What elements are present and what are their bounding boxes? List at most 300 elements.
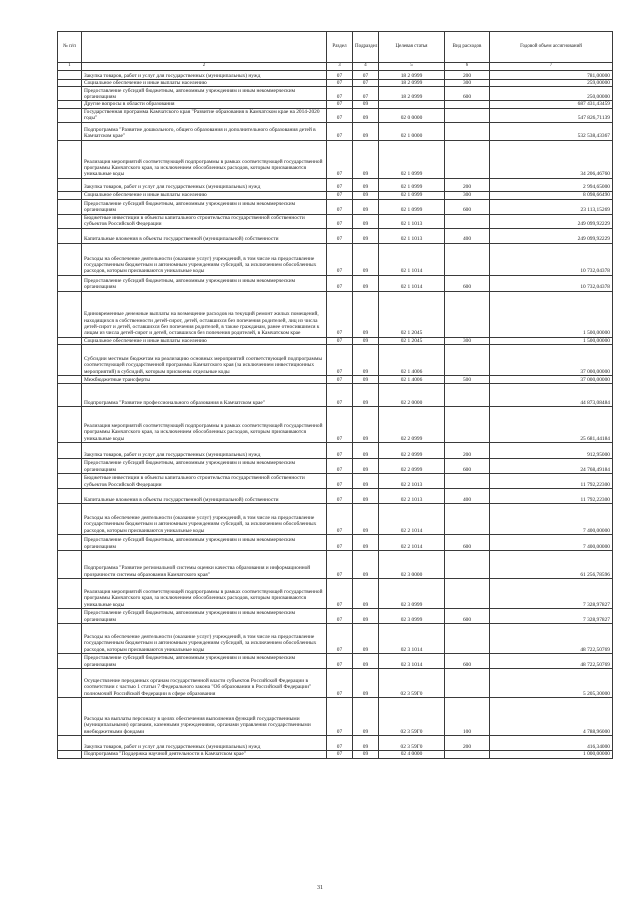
row-number <box>58 140 82 178</box>
table-row <box>58 751 613 758</box>
row-number <box>58 489 82 504</box>
column-number-row <box>58 63 613 71</box>
row-razdel: 07 <box>327 178 353 191</box>
row-amount: 8 098,66490 <box>490 191 613 199</box>
row-target-article: 18 2 0999 <box>379 71 445 80</box>
row-razdel: 07 <box>327 337 353 344</box>
row-amount: 10 732,04378 <box>490 243 613 275</box>
row-number <box>58 87 82 101</box>
row-number <box>58 214 82 228</box>
row-target-article: 02 2 0999 <box>379 459 445 474</box>
budget-table-sheet <box>57 31 612 759</box>
row-target-article: 02 1 4006 <box>379 376 445 384</box>
row-name: Закупка товаров, работ и услуг для государственных (муниципальных) нужд <box>82 178 327 191</box>
table-row <box>58 80 613 87</box>
row-name: Реализация мероприятий соответствующей подпрограммы в рамках соответствующей государственной программы Камчатского края, за исключением обособленных расходов, которым присваиваются уникальные коды <box>82 140 327 178</box>
row-name: Социальное обеспечение и иные выплаты населению <box>82 337 327 344</box>
row-number <box>58 609 82 624</box>
row-razdel: 07 <box>327 275 353 291</box>
row-expense-type: 200 <box>445 443 490 459</box>
header-expense-type: Вид расходов <box>445 32 490 63</box>
row-number <box>58 551 82 579</box>
row-razdel: 07 <box>327 228 353 243</box>
table-row <box>58 140 613 178</box>
table-row <box>58 698 613 736</box>
row-razdel: 07 <box>327 624 353 654</box>
row-name: Подпрограмма "Поддержка научной деятельности в Камчатском крае" <box>82 751 327 758</box>
row-amount: 912,95000 <box>490 443 613 459</box>
row-expense-type: 600 <box>445 654 490 669</box>
row-amount: 1 500,00000 <box>490 291 613 337</box>
row-expense-type <box>445 551 490 579</box>
row-podrazdel: 09 <box>353 624 379 654</box>
header-target-article: Целевая статья <box>379 32 445 63</box>
row-number <box>58 736 82 751</box>
table-row <box>58 337 613 344</box>
row-razdel: 07 <box>327 345 353 376</box>
row-podrazdel: 09 <box>353 443 379 459</box>
table-row <box>58 108 613 122</box>
row-podrazdel: 09 <box>353 345 379 376</box>
row-target-article: 18 2 0999 <box>379 87 445 101</box>
row-podrazdel: 09 <box>353 140 379 178</box>
row-name: Расходы на выплаты персоналу в целях обеспечения выполнения функций государственными (муниципальными) органами, казенными учреждениями, органами управления государственными внебюджетными фондами <box>82 698 327 736</box>
row-target-article <box>379 101 445 108</box>
row-name: Предоставление субсидий бюджетным, автономным учреждениям и иным некоммерческим организациям <box>82 609 327 624</box>
row-amount: 249 099,92229 <box>490 214 613 228</box>
row-amount: 259,00000 <box>490 80 613 87</box>
row-expense-type <box>445 504 490 535</box>
row-amount: 7 328,97827 <box>490 579 613 609</box>
row-razdel: 07 <box>327 101 353 108</box>
row-name: Социальное обеспечение и иные выплаты населению <box>82 191 327 199</box>
row-name: Предоставление субсидий бюджетным, автономным учреждениям и иным некоммерческим организациям <box>82 459 327 474</box>
row-number <box>58 345 82 376</box>
row-amount: 4 788,96000 <box>490 698 613 736</box>
row-target-article: 02 4 0000 <box>379 751 445 758</box>
row-podrazdel: 09 <box>353 101 379 108</box>
column-number: 7 <box>490 63 613 71</box>
table-row <box>58 376 613 384</box>
row-podrazdel: 09 <box>353 191 379 199</box>
row-target-article: 02 1 4006 <box>379 345 445 376</box>
row-name: Субсидии местным бюджетам на реализацию основных мероприятий соответствующей подпрограммы соответствующей государственной программы Камчатского края (за исключением инвестиционных мероприятий) в субсидий, которым присвоены отдельные коды <box>82 345 327 376</box>
row-amount: 48 722,50769 <box>490 624 613 654</box>
row-expense-type <box>445 108 490 122</box>
row-podrazdel: 09 <box>353 243 379 275</box>
column-number: 6 <box>445 63 490 71</box>
row-target-article: 02 3 59Г0 <box>379 698 445 736</box>
row-name: Бюджетные инвестиции в объекты капитального строительства государственной собственности субъектов Российской Федерации <box>82 214 327 228</box>
row-podrazdel: 09 <box>353 376 379 384</box>
column-number: 2 <box>82 63 327 71</box>
row-target-article: 02 1 0999 <box>379 140 445 178</box>
row-name: Осуществление переданных органам государственной власти субъектов Российской Федерации в соответствии с частью 1 статьи 7 Федерального закона "Об образовании в Российской Федерации" полномочий Российской Федерации в сфере образования <box>82 669 327 698</box>
page-number: 31 <box>317 885 323 891</box>
row-number <box>58 376 82 384</box>
row-target-article: 02 2 0999 <box>379 407 445 443</box>
row-expense-type <box>445 291 490 337</box>
row-razdel: 07 <box>327 579 353 609</box>
row-podrazdel: 09 <box>353 609 379 624</box>
row-expense-type <box>445 345 490 376</box>
row-amount: 7 328,97827 <box>490 609 613 624</box>
table-row <box>58 474 613 489</box>
row-name: Государственная программа Камчатского края "Развитие образования в Камчатском крае на 2014-2020 годы" <box>82 108 327 122</box>
row-podrazdel: 09 <box>353 579 379 609</box>
row-razdel: 07 <box>327 71 353 80</box>
row-number <box>58 243 82 275</box>
row-razdel: 07 <box>327 108 353 122</box>
row-amount: 48 722,50769 <box>490 654 613 669</box>
table-row <box>58 504 613 535</box>
row-razdel: 07 <box>327 214 353 228</box>
row-name: Предоставление субсидий бюджетным, автономным учреждениям и иным некоммерческим организациям <box>82 275 327 291</box>
row-name: Подпрограмма "Развитие профессионального образования в Камчатском крае" <box>82 384 327 407</box>
table-row <box>58 275 613 291</box>
row-podrazdel: 07 <box>353 80 379 87</box>
row-expense-type: 200 <box>445 71 490 80</box>
row-expense-type: 500 <box>445 376 490 384</box>
row-podrazdel: 09 <box>353 751 379 758</box>
table-row <box>58 71 613 80</box>
table-row <box>58 654 613 669</box>
row-name: Закупка товаров, работ и услуг для государственных (муниципальных) нужд <box>82 736 327 751</box>
row-expense-type <box>445 579 490 609</box>
row-podrazdel: 09 <box>353 108 379 122</box>
row-razdel: 07 <box>327 459 353 474</box>
row-name: Межбюджетные трансферты <box>82 376 327 384</box>
row-number <box>58 698 82 736</box>
row-razdel: 07 <box>327 291 353 337</box>
table-row <box>58 489 613 504</box>
row-podrazdel: 09 <box>353 199 379 214</box>
row-target-article: 02 1 1014 <box>379 275 445 291</box>
row-number <box>58 71 82 80</box>
row-target-article: 02 1 1014 <box>379 243 445 275</box>
row-amount: 10 732,04378 <box>490 275 613 291</box>
row-target-article: 02 2 1013 <box>379 474 445 489</box>
row-expense-type <box>445 624 490 654</box>
row-target-article: 02 1 2045 <box>379 337 445 344</box>
row-amount: 61 256,78596 <box>490 551 613 579</box>
table-row <box>58 535 613 551</box>
row-target-article: 02 2 1014 <box>379 535 445 551</box>
row-amount: 416,34000 <box>490 736 613 751</box>
row-name: Реализация мероприятий соответствующей подпрограммы в рамках соответствующей государственной программы Камчатского края, за исключением обособленных расходов, которым присваиваются уникальные коды <box>82 579 327 609</box>
row-amount: 37 000,00000 <box>490 376 613 384</box>
row-expense-type: 200 <box>445 178 490 191</box>
table-row <box>58 178 613 191</box>
row-expense-type <box>445 669 490 698</box>
row-target-article: 02 2 1014 <box>379 504 445 535</box>
row-number <box>58 101 82 108</box>
table-row <box>58 122 613 140</box>
row-target-article: 02 3 1014 <box>379 624 445 654</box>
row-expense-type <box>445 407 490 443</box>
row-razdel: 07 <box>327 669 353 698</box>
row-name: Расходы на обеспечение деятельности (оказание услуг) учреждений, в том числе на предоставление государственным бюджетным и автономным учреждениям субсидий, за исключением обособленных расходов, которым присваиваются уникальные коды <box>82 504 327 535</box>
row-razdel: 07 <box>327 751 353 758</box>
table-row <box>58 199 613 214</box>
row-number <box>58 407 82 443</box>
row-target-article: 02 3 0999 <box>379 579 445 609</box>
table-row <box>58 87 613 101</box>
table-row <box>58 624 613 654</box>
table-row <box>58 609 613 624</box>
row-expense-type <box>445 140 490 178</box>
row-name: Предоставление субсидий бюджетным, автономным учреждениям и иным некоммерческим организациям <box>82 199 327 214</box>
row-expense-type: 400 <box>445 228 490 243</box>
row-razdel: 07 <box>327 87 353 101</box>
row-amount: 1 500,00000 <box>490 337 613 344</box>
column-number: 3 <box>327 63 353 71</box>
row-razdel: 07 <box>327 199 353 214</box>
row-podrazdel: 09 <box>353 407 379 443</box>
row-razdel: 07 <box>327 736 353 751</box>
row-number <box>58 751 82 758</box>
row-name: Расходы на обеспечение деятельности (оказание услуг) учреждений, в том числе на предоставление государственным бюджетным и автономным учреждениям субсидий, за исключением обособленных расходов, которым присваиваются уникальные коды <box>82 624 327 654</box>
table-row <box>58 459 613 474</box>
row-amount: 532 538,43367 <box>490 122 613 140</box>
row-target-article: 02 2 1013 <box>379 489 445 504</box>
row-expense-type: 600 <box>445 459 490 474</box>
row-razdel: 07 <box>327 698 353 736</box>
row-amount: 250,00000 <box>490 87 613 101</box>
row-razdel: 07 <box>327 474 353 489</box>
table-row <box>58 579 613 609</box>
row-target-article: 02 1 1013 <box>379 228 445 243</box>
header-annual-amount: Годовой объем ассигнований <box>490 32 613 63</box>
row-name: Предоставление субсидий бюджетным, автономным учреждениям и иным некоммерческим организациям <box>82 87 327 101</box>
row-amount: 25 681,44184 <box>490 407 613 443</box>
row-number <box>58 669 82 698</box>
row-target-article: 02 1 0999 <box>379 178 445 191</box>
header-podrazdel: Подраздел <box>353 32 379 63</box>
row-number <box>58 474 82 489</box>
row-number <box>58 384 82 407</box>
table-row <box>58 345 613 376</box>
table-row <box>58 551 613 579</box>
row-amount: 687 431,43459 <box>490 101 613 108</box>
column-number: 4 <box>353 63 379 71</box>
row-expense-type: 600 <box>445 609 490 624</box>
row-target-article: 02 3 59Г0 <box>379 736 445 751</box>
row-name: Реализация мероприятий соответствующей подпрограммы в рамках соответствующей государственной программы Камчатского края, за исключением обособленных расходов, которым присваиваются уникальные коды <box>82 407 327 443</box>
row-expense-type: 600 <box>445 535 490 551</box>
row-razdel: 07 <box>327 384 353 407</box>
row-podrazdel: 09 <box>353 489 379 504</box>
row-number <box>58 191 82 199</box>
row-number <box>58 459 82 474</box>
row-expense-type <box>445 214 490 228</box>
row-razdel: 07 <box>327 376 353 384</box>
row-amount: 1 000,00000 <box>490 751 613 758</box>
row-razdel: 07 <box>327 80 353 87</box>
header-name <box>82 32 327 63</box>
row-razdel: 07 <box>327 191 353 199</box>
row-amount: 547 826,71139 <box>490 108 613 122</box>
row-number <box>58 275 82 291</box>
row-expense-type <box>445 474 490 489</box>
row-target-article: 02 3 0999 <box>379 609 445 624</box>
column-number: 1 <box>58 63 82 71</box>
row-razdel: 07 <box>327 504 353 535</box>
row-podrazdel: 09 <box>353 214 379 228</box>
row-amount: 34 206,46760 <box>490 140 613 178</box>
row-amount: 249 099,92229 <box>490 228 613 243</box>
row-razdel: 07 <box>327 243 353 275</box>
row-target-article: 02 3 0000 <box>379 551 445 579</box>
row-podrazdel: 09 <box>353 698 379 736</box>
row-name: Единовременные денежные выплаты на возмещение расходов на текущий ремонт жилых помещений, находящихся в собственности детей-сирот, детей, оставшихся без попечения родителей, лиц из числа детей-сирот и детей, оставшихся без попечения родителей, в также гражданам, ранее относившимся к лицам из числа детей-сирот и детей, оставшихся без попечения родителей, в Камчатском крае <box>82 291 327 337</box>
row-expense-type: 600 <box>445 87 490 101</box>
row-name: Предоставление субсидий бюджетным, автономным учреждениям и иным некоммерческим организациям <box>82 535 327 551</box>
row-razdel: 07 <box>327 535 353 551</box>
row-razdel: 07 <box>327 609 353 624</box>
row-name: Закупка товаров, работ и услуг для государственных (муниципальных) нужд <box>82 443 327 459</box>
header-number: № п/п <box>58 32 82 63</box>
row-amount: 44 873,08484 <box>490 384 613 407</box>
row-number <box>58 579 82 609</box>
row-target-article: 02 3 1014 <box>379 654 445 669</box>
table-header-row <box>58 32 613 63</box>
row-razdel: 07 <box>327 122 353 140</box>
row-amount: 24 768,49184 <box>490 459 613 474</box>
row-razdel: 07 <box>327 654 353 669</box>
table-row <box>58 384 613 407</box>
row-razdel: 07 <box>327 551 353 579</box>
row-number <box>58 504 82 535</box>
row-number <box>58 443 82 459</box>
row-podrazdel: 09 <box>353 535 379 551</box>
row-podrazdel: 09 <box>353 178 379 191</box>
row-target-article: 02 1 0999 <box>379 199 445 214</box>
row-target-article: 02 1 1013 <box>379 214 445 228</box>
table-row <box>58 443 613 459</box>
table-row <box>58 407 613 443</box>
row-amount: 11 792,22300 <box>490 474 613 489</box>
row-podrazdel: 09 <box>353 275 379 291</box>
row-podrazdel: 09 <box>353 459 379 474</box>
row-podrazdel: 09 <box>353 384 379 407</box>
row-number <box>58 108 82 122</box>
table-body <box>58 71 613 759</box>
row-podrazdel: 09 <box>353 736 379 751</box>
row-amount: 5 205,30000 <box>490 669 613 698</box>
row-podrazdel: 09 <box>353 669 379 698</box>
row-expense-type <box>445 384 490 407</box>
row-podrazdel: 09 <box>353 228 379 243</box>
row-podrazdel: 09 <box>353 337 379 344</box>
row-razdel: 07 <box>327 489 353 504</box>
row-podrazdel: 09 <box>353 122 379 140</box>
row-target-article: 02 1 0000 <box>379 122 445 140</box>
row-target-article: 02 1 2045 <box>379 291 445 337</box>
row-name: Капитальные вложения в объекты государственной (муниципальной) собственности <box>82 489 327 504</box>
row-name: Социальное обеспечение и иные выплаты населению <box>82 80 327 87</box>
row-razdel: 07 <box>327 443 353 459</box>
table-row <box>58 669 613 698</box>
row-number <box>58 80 82 87</box>
row-amount: 781,00000 <box>490 71 613 80</box>
row-name: Капитальные вложения в объекты государственной (муниципальной) собственности <box>82 228 327 243</box>
column-number: 5 <box>379 63 445 71</box>
row-number <box>58 337 82 344</box>
row-number <box>58 228 82 243</box>
row-number <box>58 199 82 214</box>
budget-table <box>57 31 613 759</box>
table-row <box>58 214 613 228</box>
row-expense-type: 400 <box>445 489 490 504</box>
row-expense-type <box>445 122 490 140</box>
row-expense-type: 600 <box>445 199 490 214</box>
row-amount: 7 400,00000 <box>490 504 613 535</box>
row-name: Предоставление субсидий бюджетным, автономным учреждениям и иным некоммерческим организациям <box>82 654 327 669</box>
table-row <box>58 736 613 751</box>
row-expense-type: 200 <box>445 736 490 751</box>
row-amount: 11 792,22300 <box>490 489 613 504</box>
row-target-article: 02 2 0000 <box>379 384 445 407</box>
row-name: Расходы на обеспечение деятельности (оказание услуг) учреждений, в том числе на предоставление государственным бюджетным и автономным учреждениям субсидий, за исключением обособленных расходов, которым присваиваются уникальные коды <box>82 243 327 275</box>
row-podrazdel: 09 <box>353 474 379 489</box>
row-amount: 2 994,65000 <box>490 178 613 191</box>
row-podrazdel: 07 <box>353 71 379 80</box>
row-number <box>58 122 82 140</box>
row-podrazdel: 09 <box>353 291 379 337</box>
row-podrazdel: 09 <box>353 504 379 535</box>
table-row <box>58 228 613 243</box>
row-expense-type <box>445 101 490 108</box>
row-name: Подпрограмма "Развитие дошкольного, общего образования и дополнительного образования детей в Камчатском крае" <box>82 122 327 140</box>
row-name: Подпрограмма "Развитие региональной системы оценки качества образования и информационной прозрачности системы образования Камчатского края" <box>82 551 327 579</box>
row-expense-type: 100 <box>445 698 490 736</box>
row-razdel: 07 <box>327 407 353 443</box>
header-razdel: Раздел <box>327 32 353 63</box>
row-name: Другие вопросы в области образования <box>82 101 327 108</box>
row-number <box>58 624 82 654</box>
table-row <box>58 243 613 275</box>
row-expense-type: 300 <box>445 337 490 344</box>
row-amount: 7 400,00000 <box>490 535 613 551</box>
row-number <box>58 654 82 669</box>
row-podrazdel: 09 <box>353 551 379 579</box>
row-target-article: 18 2 0999 <box>379 80 445 87</box>
table-row <box>58 191 613 199</box>
row-expense-type: 300 <box>445 80 490 87</box>
row-amount: 23 113,15269 <box>490 199 613 214</box>
table-row <box>58 291 613 337</box>
row-amount: 37 000,00000 <box>490 345 613 376</box>
row-name: Бюджетные инвестиции в объекты капитального строительства государственной собственности субъектов Российской Федерации <box>82 474 327 489</box>
row-razdel: 07 <box>327 140 353 178</box>
row-target-article: 02 1 0999 <box>379 191 445 199</box>
row-target-article: 02 2 0999 <box>379 443 445 459</box>
row-target-article: 02 0 0000 <box>379 108 445 122</box>
row-number <box>58 291 82 337</box>
row-target-article: 02 3 59Г0 <box>379 669 445 698</box>
row-podrazdel: 07 <box>353 87 379 101</box>
row-expense-type <box>445 751 490 758</box>
row-expense-type: 300 <box>445 191 490 199</box>
row-expense-type <box>445 243 490 275</box>
row-number <box>58 178 82 191</box>
table-row <box>58 101 613 108</box>
row-expense-type: 600 <box>445 275 490 291</box>
row-number <box>58 535 82 551</box>
row-podrazdel: 09 <box>353 654 379 669</box>
row-name: Закупка товаров, работ и услуг для государственных (муниципальных) нужд <box>82 71 327 80</box>
